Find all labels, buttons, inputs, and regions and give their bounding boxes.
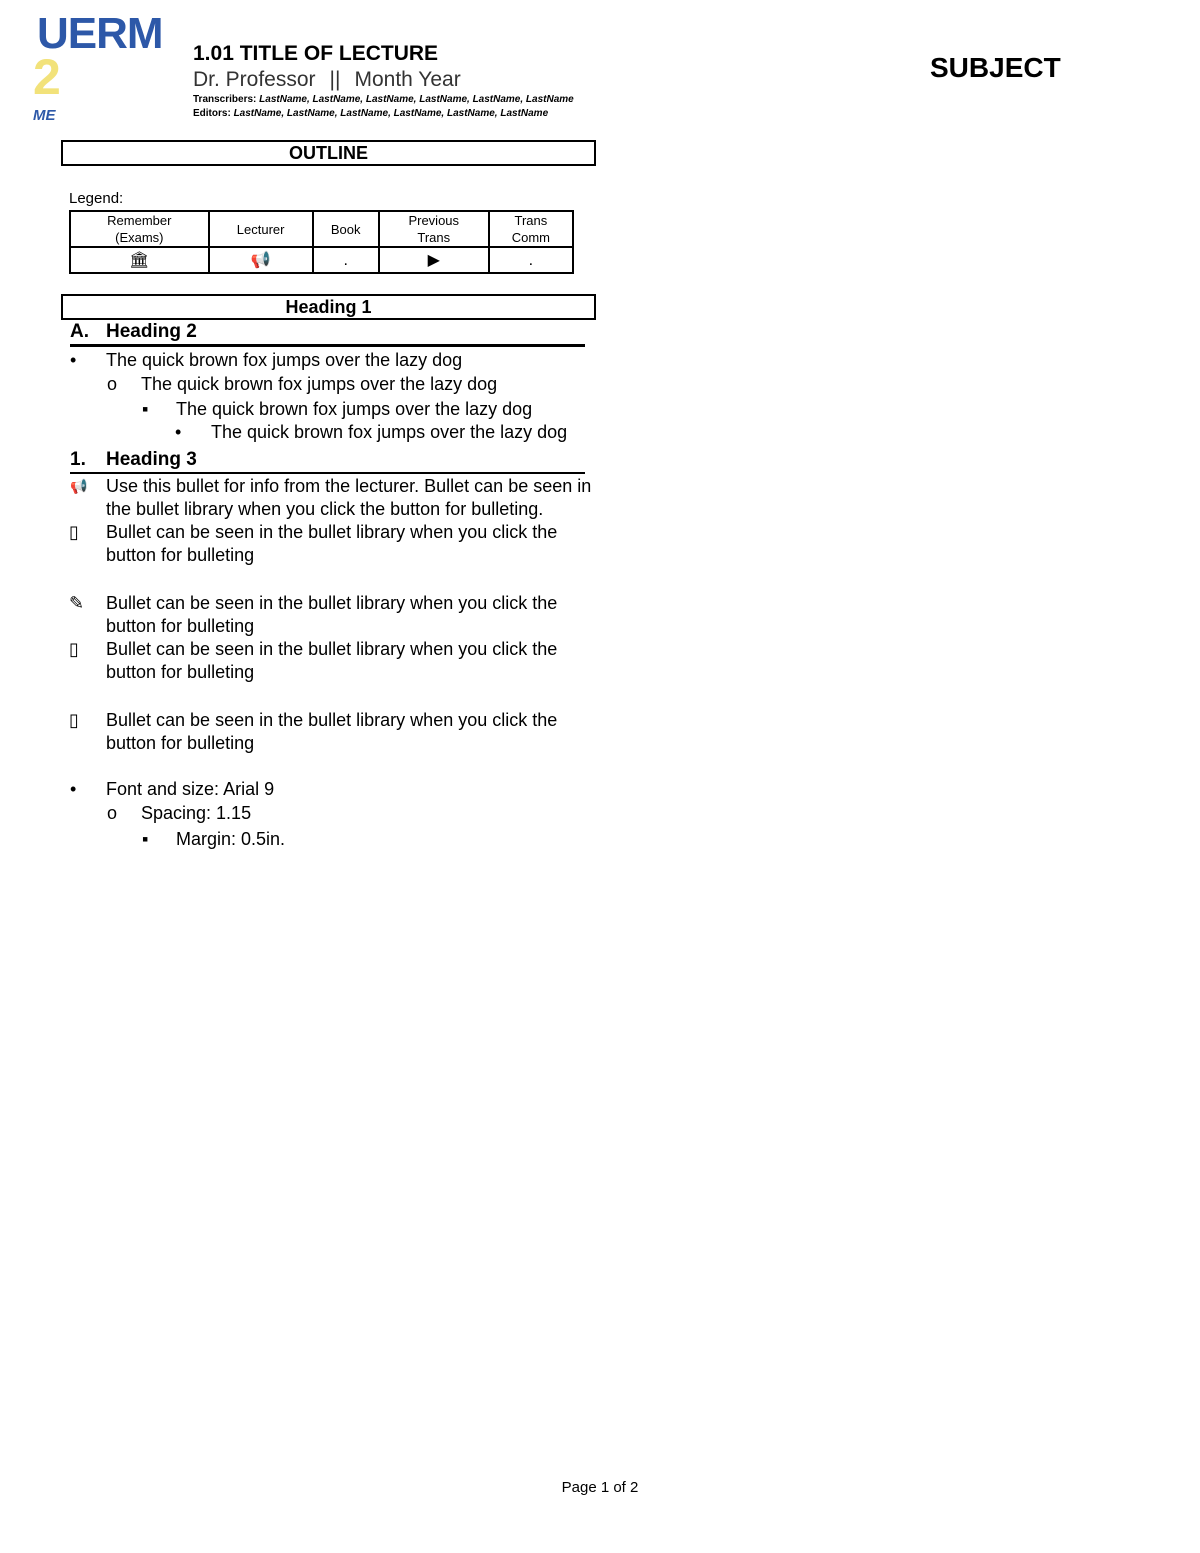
box-bullet-icon: ▯	[69, 710, 79, 730]
megaphone-icon: 📢	[250, 251, 271, 269]
legend-cell-book: Book	[313, 211, 379, 247]
lecturer-bullet-item: 📢 Use this bullet for info from the lecturer. Bullet can be seen in the bullet library when you click the button for bulleting.	[70, 476, 592, 519]
library-bullet-item: ▯ Bullet can be seen in the bullet library when you click the button for bulleting	[69, 639, 558, 682]
megaphone-icon: 📢	[70, 478, 88, 494]
bullet-marker: •	[70, 350, 77, 370]
heading-2	[70, 320, 585, 347]
legend-label: Legend:	[69, 190, 124, 207]
bullet-marker: ▪	[142, 829, 149, 849]
list-item: ▪ Margin: 0.5in.	[142, 829, 286, 849]
outline-heading: OUTLINE	[61, 140, 596, 166]
library-bullet-item: ▯ Bullet can be seen in the bullet library when you click the button for bulleting	[69, 710, 558, 753]
lecture-date: Month Year	[354, 68, 461, 91]
pen-bullet-icon: ✎	[69, 593, 85, 613]
legend-label-row	[70, 211, 573, 247]
book-icon: .	[343, 251, 348, 269]
transcribers-names: LastName, LastName, LastName, LastName, LastName, LastName	[259, 94, 574, 105]
editors-names: LastName, LastName, LastName, LastName, LastName, LastName	[233, 108, 549, 119]
heading-3-text: Heading 3	[106, 449, 197, 470]
byline	[193, 68, 461, 92]
subject-title: SUBJECT	[930, 52, 1061, 83]
box-bullet-icon: ▯	[69, 522, 79, 542]
comment-icon: .	[528, 251, 534, 269]
heading-2-number: A.	[70, 321, 89, 342]
credits	[193, 93, 574, 121]
bullet-marker: ▪	[142, 399, 149, 419]
legend-cell-lecturer: Lecturer	[209, 211, 313, 247]
byline-separator: ||	[329, 68, 341, 91]
heading-3	[70, 448, 585, 474]
legend-cell-trans-comm: Trans Comm	[489, 211, 573, 247]
page-number: Page 1 of 2	[561, 1479, 639, 1496]
transcribers-line	[193, 93, 574, 107]
bullet-marker: •	[175, 422, 182, 442]
editors-label: Editors:	[193, 108, 231, 119]
lecture-title: 1.01 TITLE OF LECTURE	[193, 42, 439, 65]
list-item: • Font and size: Arial 9	[70, 779, 275, 799]
bullet-marker: o	[107, 374, 118, 394]
box-bullet-icon: ▯	[69, 639, 79, 659]
list-item: ▪ The quick brown fox jumps over the lazy dog	[142, 399, 533, 419]
legend-cell-remember: Remember (Exams)	[70, 211, 209, 247]
library-bullet-item: ▯ Bullet can be seen in the bullet library when you click the button for bulleting	[69, 522, 558, 565]
list-item: o The quick brown fox jumps over the lazy dog	[107, 374, 498, 394]
bullet-marker: o	[107, 803, 118, 823]
bullet-marker: •	[70, 779, 77, 799]
list-item: • The quick brown fox jumps over the lazy dog	[175, 422, 568, 442]
list-item: • The quick brown fox jumps over the lazy dog	[70, 350, 463, 370]
heading-2-text: Heading 2	[106, 321, 197, 342]
logo-text-top: UERM	[37, 9, 163, 58]
heading-3-number: 1.	[70, 449, 86, 470]
transcribers-label: Transcribers:	[193, 94, 257, 105]
heading-1: Heading 1	[61, 294, 596, 320]
logo-text-middle: 2	[33, 49, 61, 105]
professor-name: Dr. Professor	[193, 68, 316, 91]
play-arrow-icon: ▶	[427, 251, 440, 269]
list-item: o Spacing: 1.15	[107, 803, 252, 823]
legend-table	[69, 210, 574, 274]
legend-cell-previous-trans: Previous Trans	[379, 211, 489, 247]
editors-line	[193, 107, 574, 121]
building-icon: 🏛	[129, 251, 150, 269]
uerm-logo	[33, 9, 183, 124]
library-bullet-item: ✎ Bullet can be seen in the bullet library when you click the button for bulleting	[69, 593, 558, 636]
logo-text-bottom: ME	[33, 107, 56, 124]
legend-icon-row	[70, 247, 573, 273]
